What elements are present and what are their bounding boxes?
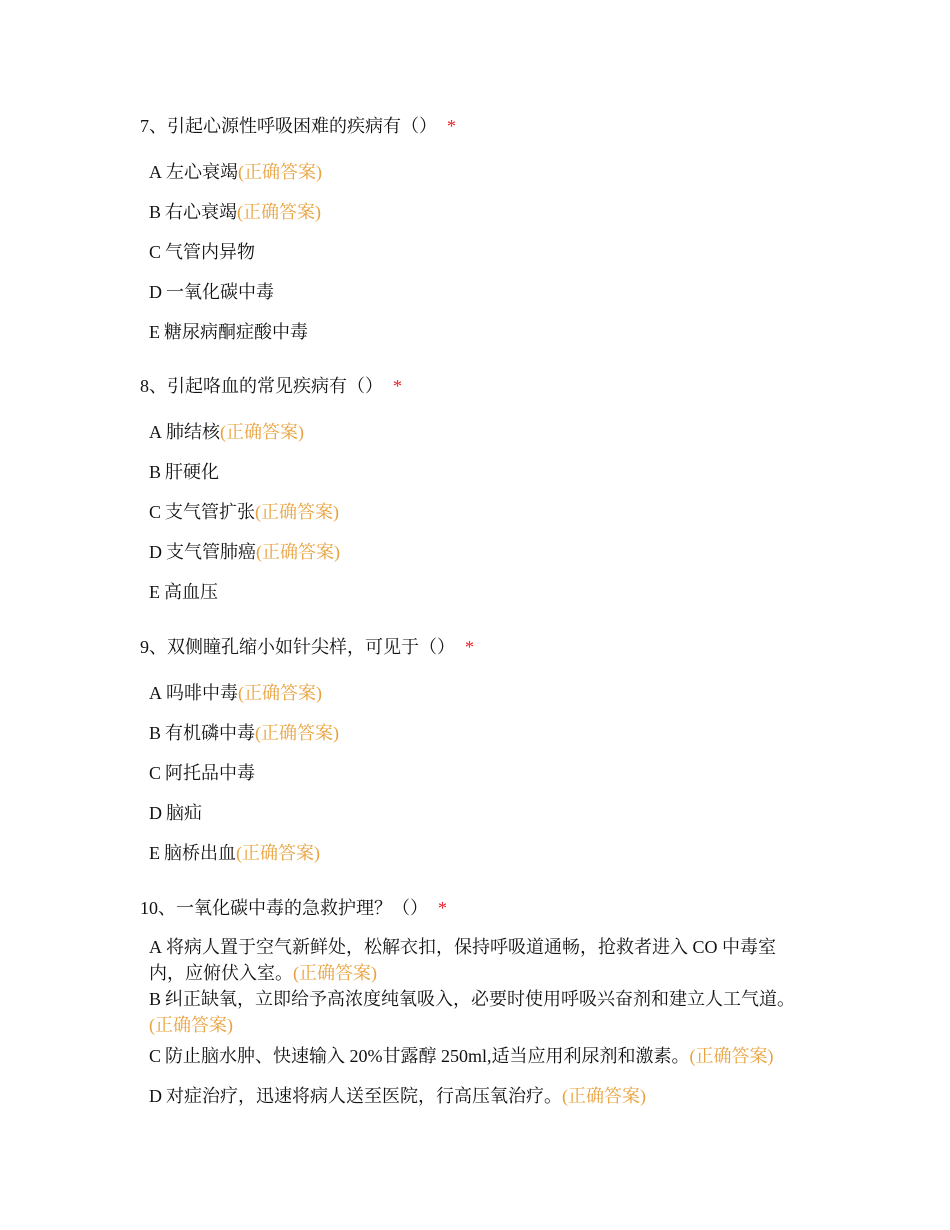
correct-answer-label: (正确答案) <box>220 422 304 442</box>
option-list <box>140 420 820 604</box>
question-8 <box>140 374 820 620</box>
option-text: 左心衰竭 <box>166 162 238 182</box>
option-a[interactable] <box>149 420 820 444</box>
option-text: 一氧化碳中毒 <box>166 282 274 302</box>
correct-answer-label: (正确答案) <box>293 963 377 983</box>
option-list <box>140 681 820 865</box>
question-7 <box>140 114 820 360</box>
option-text: 脑疝 <box>166 803 202 823</box>
option-letter: C <box>149 502 162 522</box>
option-text: 对症治疗，迅速将病人送至医院，行高压氧治疗。 <box>166 1086 562 1106</box>
option-text: 有机磷中毒 <box>165 723 256 743</box>
option-text: 阿托品中毒 <box>165 763 256 783</box>
option-letter: E <box>149 582 160 602</box>
option-c[interactable] <box>149 1044 820 1068</box>
option-letter: B <box>149 462 162 482</box>
option-a[interactable] <box>149 160 820 184</box>
option-text: 脑桥出血 <box>164 843 236 863</box>
option-text: 高血压 <box>164 582 218 602</box>
question-title-text: 9、双侧瞳孔缩小如针尖样，可见于（） <box>140 637 455 657</box>
option-letter: B <box>149 989 162 1009</box>
option-letter: A <box>149 162 162 182</box>
option-d[interactable] <box>149 540 820 564</box>
option-letter: A <box>149 937 162 957</box>
option-text: 支气管肺癌 <box>166 542 256 562</box>
option-c[interactable] <box>149 761 820 785</box>
option-text: 肺结核 <box>166 422 220 442</box>
required-asterisk: * <box>447 116 456 136</box>
option-b[interactable] <box>149 200 820 224</box>
option-c[interactable] <box>149 240 820 264</box>
correct-answer-label: (正确答案) <box>238 683 322 703</box>
option-letter: A <box>149 422 162 442</box>
option-text: 将病人置于空气新鲜处，松解衣扣，保持呼吸道通畅，抢救者进入 CO 中毒室内，应俯伏入室。 <box>149 937 777 983</box>
option-text: 纠正缺氧，立即给予高浓度纯氧吸入，必要时使用呼吸兴奋剂和建立人工气道。 <box>165 989 796 1009</box>
option-a[interactable] <box>149 934 809 986</box>
option-letter: D <box>149 803 162 823</box>
option-letter: B <box>149 202 162 222</box>
option-text: 肝硬化 <box>165 462 220 482</box>
question-title-text: 7、引起心源性呼吸困难的疾病有（） <box>140 116 437 136</box>
option-letter: C <box>149 242 162 262</box>
option-e[interactable] <box>149 580 820 604</box>
correct-answer-label: (正确答案) <box>562 1086 646 1106</box>
question-title <box>140 114 820 138</box>
correct-answer-label: (正确答案) <box>255 502 340 522</box>
option-text: 糖尿病酮症酸中毒 <box>164 322 308 342</box>
option-letter: C <box>149 1046 162 1066</box>
option-letter: E <box>149 843 160 863</box>
option-d[interactable] <box>149 280 820 304</box>
option-d[interactable] <box>149 1084 820 1108</box>
option-b[interactable] <box>149 460 820 484</box>
option-text: 支气管扩张 <box>165 502 256 522</box>
correct-answer-label: (正确答案) <box>236 843 320 863</box>
option-letter: D <box>149 542 162 562</box>
option-letter: C <box>149 763 162 783</box>
correct-answer-label: (正确答案) <box>237 202 322 222</box>
option-letter: D <box>149 282 162 302</box>
option-list <box>140 160 820 344</box>
option-d[interactable] <box>149 801 820 825</box>
question-title <box>140 896 820 920</box>
required-asterisk: * <box>393 376 402 396</box>
correct-answer-label: (正确答案) <box>689 1046 774 1066</box>
option-letter: E <box>149 322 160 342</box>
correct-answer-label: (正确答案) <box>149 1015 233 1035</box>
option-text: 气管内异物 <box>165 242 256 262</box>
option-text: 右心衰竭 <box>165 202 238 222</box>
option-c[interactable] <box>149 500 820 524</box>
option-text: 吗啡中毒 <box>166 683 238 703</box>
question-title-text: 10、一氧化碳中毒的急救护理？（） <box>140 898 428 918</box>
option-letter: A <box>149 683 162 703</box>
question-9 <box>140 635 820 881</box>
option-list <box>140 934 820 1108</box>
question-10 <box>140 896 820 1124</box>
correct-answer-label: (正确答案) <box>255 723 340 743</box>
option-b[interactable] <box>149 721 820 745</box>
question-title <box>140 374 820 398</box>
option-a[interactable] <box>149 681 820 705</box>
option-b[interactable] <box>149 986 809 1038</box>
required-asterisk: * <box>465 637 474 657</box>
option-e[interactable] <box>149 320 820 344</box>
option-letter: D <box>149 1086 162 1106</box>
question-title-text: 8、引起咯血的常见疾病有（） <box>140 376 383 396</box>
correct-answer-label: (正确答案) <box>256 542 340 562</box>
correct-answer-label: (正确答案) <box>238 162 322 182</box>
option-letter: B <box>149 723 162 743</box>
option-e[interactable] <box>149 841 820 865</box>
option-text: 防止脑水肿、快速输入 20%甘露醇 250ml,适当应用利尿剂和激素。 <box>165 1046 690 1066</box>
question-title <box>140 635 820 659</box>
required-asterisk: * <box>438 898 447 918</box>
